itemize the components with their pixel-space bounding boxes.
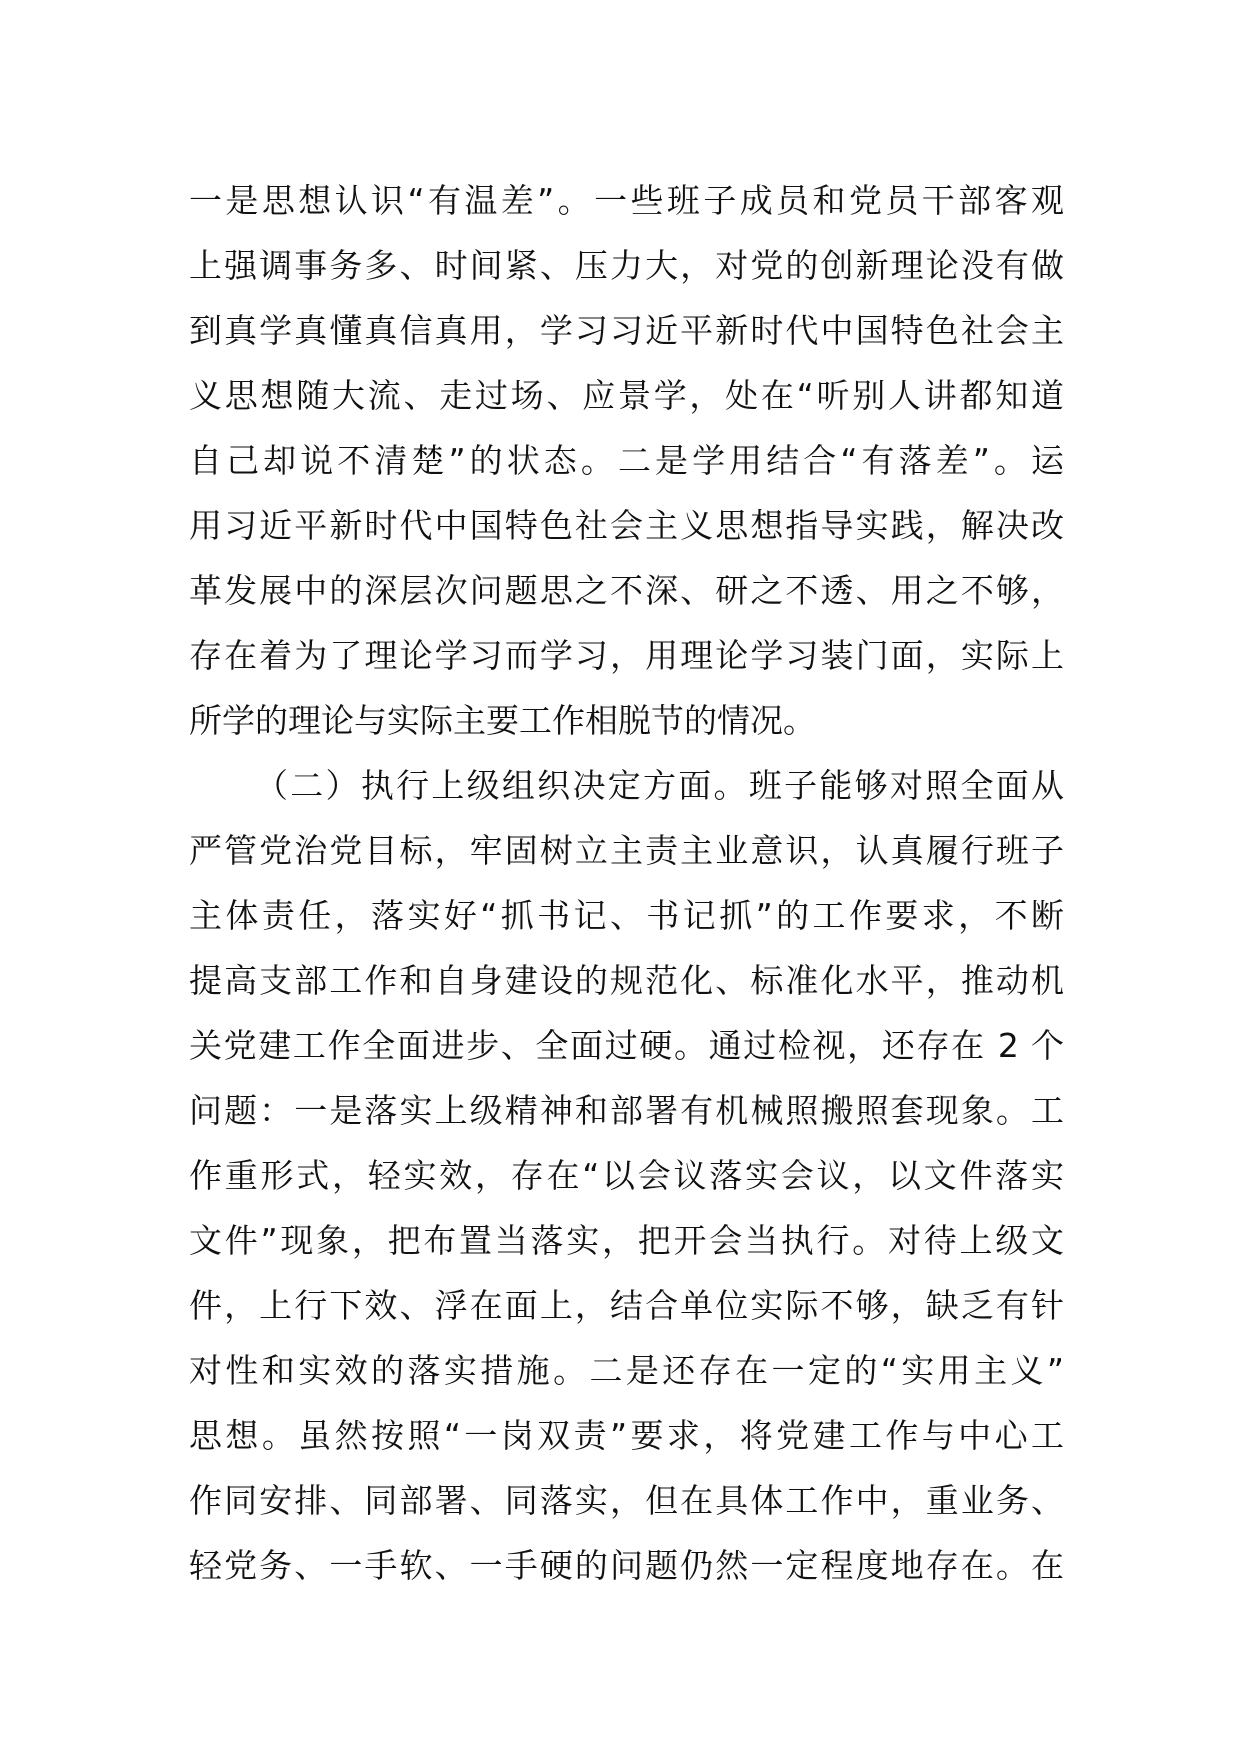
text-line: 一是思想认识“有温差”。一些班子成员和党员干部客观 <box>189 181 1064 220</box>
body-text <box>189 168 1064 1598</box>
text-line: 思想。虽然按照“一岗双责”要求，将党建工作与中心工 <box>189 1416 1064 1455</box>
text-line: 对性和实效的落实措施。二是还存在一定的“实用主义” <box>189 1351 1064 1390</box>
text-line: 作重形式，轻实效，存在“以会议落实会议，以文件落实 <box>189 1156 1064 1195</box>
section-heading-line: （二）执行上级组织决定方面。班子能够对照全面从 <box>255 766 1064 805</box>
text-line: 件，上行下效、浮在面上，结合单位实际不够，缺乏有针 <box>189 1286 1064 1325</box>
text-line: 到真学真懂真信真用，学习习近平新时代中国特色社会主 <box>189 311 1064 350</box>
text-line: 严管党治党目标，牢固树立主责主业意识，认真履行班子 <box>189 831 1064 870</box>
text-line: 问题：一是落实上级精神和部署有机械照搬照套现象。工 <box>189 1091 1064 1130</box>
text-line: 关党建工作全面进步、全面过硬。通过检视，还存在 2 个 <box>189 1026 1064 1065</box>
text-line: 提高支部工作和自身建设的规范化、标准化水平，推动机 <box>189 961 1064 1000</box>
text-line: 文件”现象，把布置当落实，把开会当执行。对待上级文 <box>189 1221 1064 1260</box>
text-line: 革发展中的深层次问题思之不深、研之不透、用之不够， <box>189 571 1064 610</box>
text-line: 作同安排、同部署、同落实，但在具体工作中，重业务、 <box>189 1481 1064 1520</box>
text-line: 主体责任，落实好“抓书记、书记抓”的工作要求，不断 <box>189 896 1064 935</box>
text-line: 所学的理论与实际主要工作相脱节的情况。 <box>189 701 816 740</box>
text-line: 存在着为了理论学习而学习，用理论学习装门面，实际上 <box>189 636 1064 675</box>
text-line: 用习近平新时代中国特色社会主义思想指导实践，解决改 <box>189 506 1064 545</box>
text-line: 轻党务、一手软、一手硬的问题仍然一定程度地存在。在 <box>189 1546 1064 1585</box>
text-line: 上强调事务多、时间紧、压力大，对党的创新理论没有做 <box>189 246 1064 285</box>
text-line: 义思想随大流、走过场、应景学，处在“听别人讲都知道 <box>189 376 1064 415</box>
text-line: 自己却说不清楚”的状态。二是学用结合“有落差”。运 <box>189 441 1064 480</box>
